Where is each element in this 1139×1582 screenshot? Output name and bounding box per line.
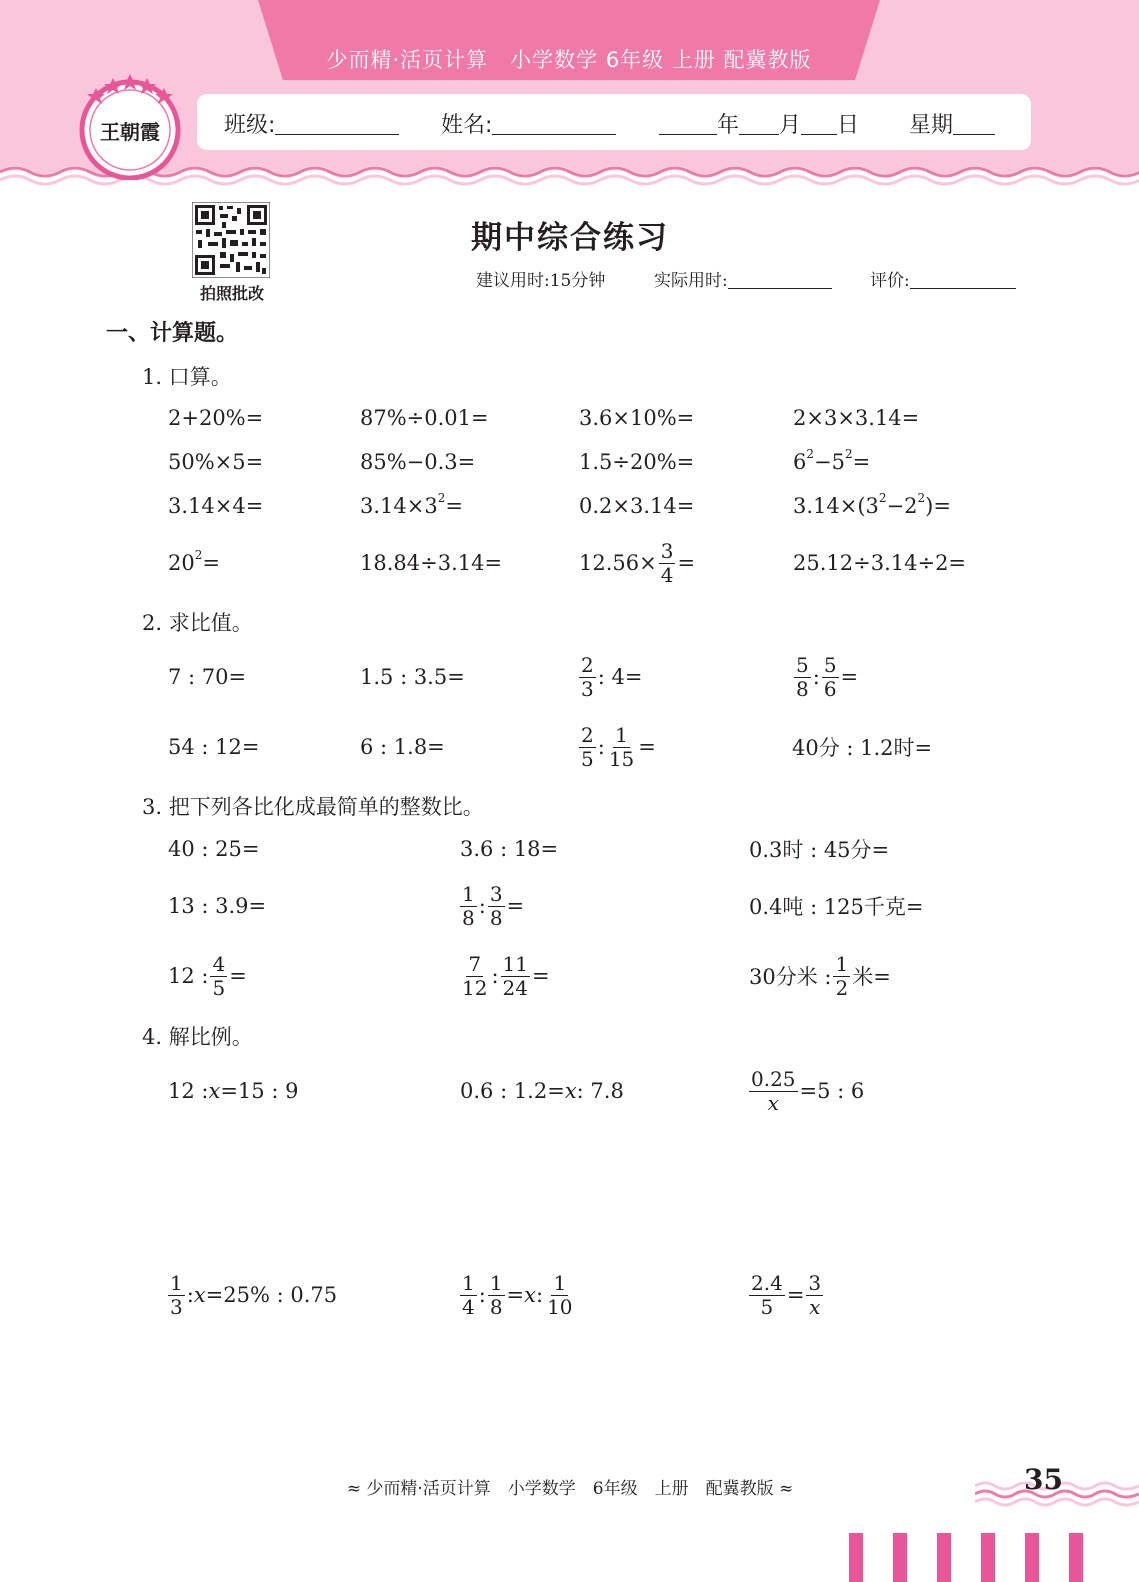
q1-problem: 50%×5= bbox=[168, 450, 264, 474]
fraction: $\frac{5}{6}$ bbox=[823, 652, 837, 701]
fraction: $\frac{0.25}{x}$ bbox=[751, 1066, 796, 1115]
q3-problem: 13 : 3.9= bbox=[168, 894, 267, 918]
question-1-title: 1. 口算。 bbox=[142, 365, 232, 389]
q4-problem: $\frac{1}{3}$ : x =25% : 0.75 bbox=[170, 1270, 338, 1319]
q2-problem: $\frac{2}{5}$ : $\frac{1}{15}$ = bbox=[581, 722, 656, 771]
q3-problem: 3.6 : 18= bbox=[460, 837, 559, 861]
class-label: 班级: bbox=[224, 113, 276, 138]
logo-text: 王朝霞 bbox=[100, 120, 160, 144]
q1-problem: 1.5÷20%= bbox=[579, 450, 695, 474]
q2-problem: 54 : 12= bbox=[168, 735, 260, 759]
fraction: $\frac{3}{8}$ bbox=[489, 881, 503, 930]
q4-problem: 12 : x =15 : 9 bbox=[168, 1079, 299, 1103]
q2-problem: $\frac{2}{3}$ : 4= bbox=[581, 652, 643, 701]
actual-time-blank[interactable] bbox=[728, 269, 832, 289]
q1-problem: 12.56× $\frac{3}{4}$ = bbox=[579, 538, 696, 587]
evaluation-blank[interactable] bbox=[910, 269, 1016, 289]
fraction: $\frac{1}{15}$ bbox=[608, 722, 635, 771]
q4-problem: $\frac{1}{4}$ : $\frac{1}{8}$ = x : $\frac{1}{10}$ bbox=[462, 1270, 573, 1319]
fraction: $\frac{1}{2}$ bbox=[835, 951, 849, 1000]
q2-problem: 40分 : 1.2时= bbox=[792, 736, 933, 760]
fraction: $\frac{1}{4}$ bbox=[462, 1270, 475, 1319]
q1-problem: 2+20%= bbox=[168, 406, 264, 430]
day-label: 日 bbox=[837, 113, 860, 138]
q1-problem: 25.12÷3.14÷2= bbox=[793, 551, 967, 575]
suggested-time: 建议用时:15分钟 bbox=[476, 271, 606, 291]
qr-caption: 拍照批改 bbox=[199, 284, 264, 303]
question-3-title: 3. 把下列各比化成最简单的整数比。 bbox=[142, 795, 484, 819]
q1-problem: 0.2×3.14= bbox=[579, 494, 695, 518]
year-blank[interactable] bbox=[659, 113, 717, 135]
fraction: $\frac{1}{3}$ bbox=[170, 1270, 183, 1319]
q1-problem: 87%÷0.01= bbox=[360, 406, 489, 430]
q2-problem: $\frac{5}{8}$ : $\frac{5}{6}$ = bbox=[796, 652, 859, 701]
name-label: 姓名: bbox=[441, 113, 493, 138]
day-blank[interactable] bbox=[801, 113, 837, 135]
name-field[interactable] bbox=[441, 108, 616, 139]
q1-problem: 2×3×3.14= bbox=[793, 406, 920, 430]
brand-logo bbox=[76, 72, 184, 180]
evaluation-label: 评价: bbox=[870, 271, 910, 291]
month-label: 月 bbox=[779, 113, 802, 138]
q1-problem: 3.14×(3 2 −2 2 )= bbox=[793, 491, 951, 518]
fraction: $\frac{7}{12}$ bbox=[462, 951, 488, 1000]
class-blank[interactable] bbox=[275, 113, 399, 135]
q3-problem: 0.3时 : 45分= bbox=[749, 838, 890, 862]
q1-problem: 3.6×10%= bbox=[579, 406, 695, 430]
footer-series-text: ≈ 少而精·活页计算 小学数学 6年级 上册 配冀教版 ≈ bbox=[346, 1479, 794, 1499]
class-field[interactable] bbox=[224, 108, 399, 139]
q2-problem: 6 : 1.8= bbox=[360, 735, 445, 759]
actual-time-field[interactable] bbox=[654, 266, 832, 291]
q3-problem: $\frac{1}{8}$ : $\frac{3}{8}$ = bbox=[462, 881, 525, 930]
fraction: $\frac{3}{4}$ bbox=[660, 538, 674, 587]
q1-problem: 3.14×4= bbox=[168, 494, 264, 518]
fraction: $\frac{1}{8}$ bbox=[462, 881, 475, 930]
weekday-blank[interactable] bbox=[953, 113, 995, 135]
q1-problem: 20 2 = bbox=[168, 548, 220, 575]
q2-problem: 1.5 : 3.5= bbox=[360, 665, 465, 689]
q3-problem: 12 : $\frac{4}{5}$ = bbox=[168, 951, 247, 1000]
page-title: 期中综合练习 bbox=[471, 220, 669, 256]
qr-code[interactable] bbox=[192, 202, 270, 278]
weekday-field[interactable] bbox=[909, 108, 995, 139]
series-title: 少而精·活页计算 小学数学 6年级 上册 配冀教版 bbox=[326, 48, 812, 72]
q4-problem: $\frac{0.25}{x}$ =5 : 6 bbox=[751, 1066, 865, 1115]
q1-problem: 18.84÷3.14= bbox=[360, 551, 503, 575]
fraction: $\frac{4}{5}$ bbox=[212, 951, 226, 1000]
q3-problem: 0.4吨 : 125千克= bbox=[749, 895, 924, 919]
evaluation-field[interactable] bbox=[870, 266, 1016, 291]
fraction: $\frac{2.4}{5}$ bbox=[751, 1270, 783, 1319]
q1-problem: 6 2 −5 2 = bbox=[793, 447, 871, 474]
fraction: $\frac{11}{24}$ bbox=[502, 951, 528, 1000]
month-blank[interactable] bbox=[739, 113, 779, 135]
fraction: $\frac{1}{10}$ bbox=[547, 1270, 573, 1319]
q4-problem: $\frac{2.4}{5}$ = $\frac{3}{x}$ bbox=[751, 1270, 822, 1319]
q1-problem: 85%−0.3= bbox=[360, 450, 476, 474]
actual-time-label: 实际用时: bbox=[654, 271, 728, 291]
q3-problem: 30分米 : $\frac{1}{2}$ 米= bbox=[749, 951, 891, 1000]
fraction: $\frac{3}{x}$ bbox=[808, 1270, 822, 1319]
page-number: 35 bbox=[1024, 1463, 1063, 1496]
q2-problem: 7 : 70= bbox=[168, 665, 247, 689]
q4-problem: 0.6 : 1.2= x : 7.8 bbox=[460, 1079, 624, 1103]
question-2-title: 2. 求比值。 bbox=[142, 611, 253, 635]
name-blank[interactable] bbox=[492, 113, 616, 135]
fraction: $\frac{5}{8}$ bbox=[796, 652, 809, 701]
footer-stripes bbox=[845, 1533, 1139, 1582]
weekday-label: 星期 bbox=[909, 113, 954, 138]
date-field[interactable] bbox=[659, 108, 859, 139]
q3-problem: 40 : 25= bbox=[168, 837, 260, 861]
fraction: $\frac{1}{8}$ bbox=[489, 1270, 503, 1319]
q1-problem: 3.14×3 2 = bbox=[360, 491, 463, 518]
q3-problem: $\frac{7}{12}$ : $\frac{11}{24}$ = bbox=[462, 951, 550, 1000]
question-4-title: 4. 解比例。 bbox=[142, 1025, 253, 1049]
year-label: 年 bbox=[717, 113, 740, 138]
fraction: $\frac{2}{5}$ bbox=[581, 722, 594, 771]
section-title: 一、计算题。 bbox=[106, 321, 239, 346]
fraction: $\frac{2}{3}$ bbox=[581, 652, 594, 701]
